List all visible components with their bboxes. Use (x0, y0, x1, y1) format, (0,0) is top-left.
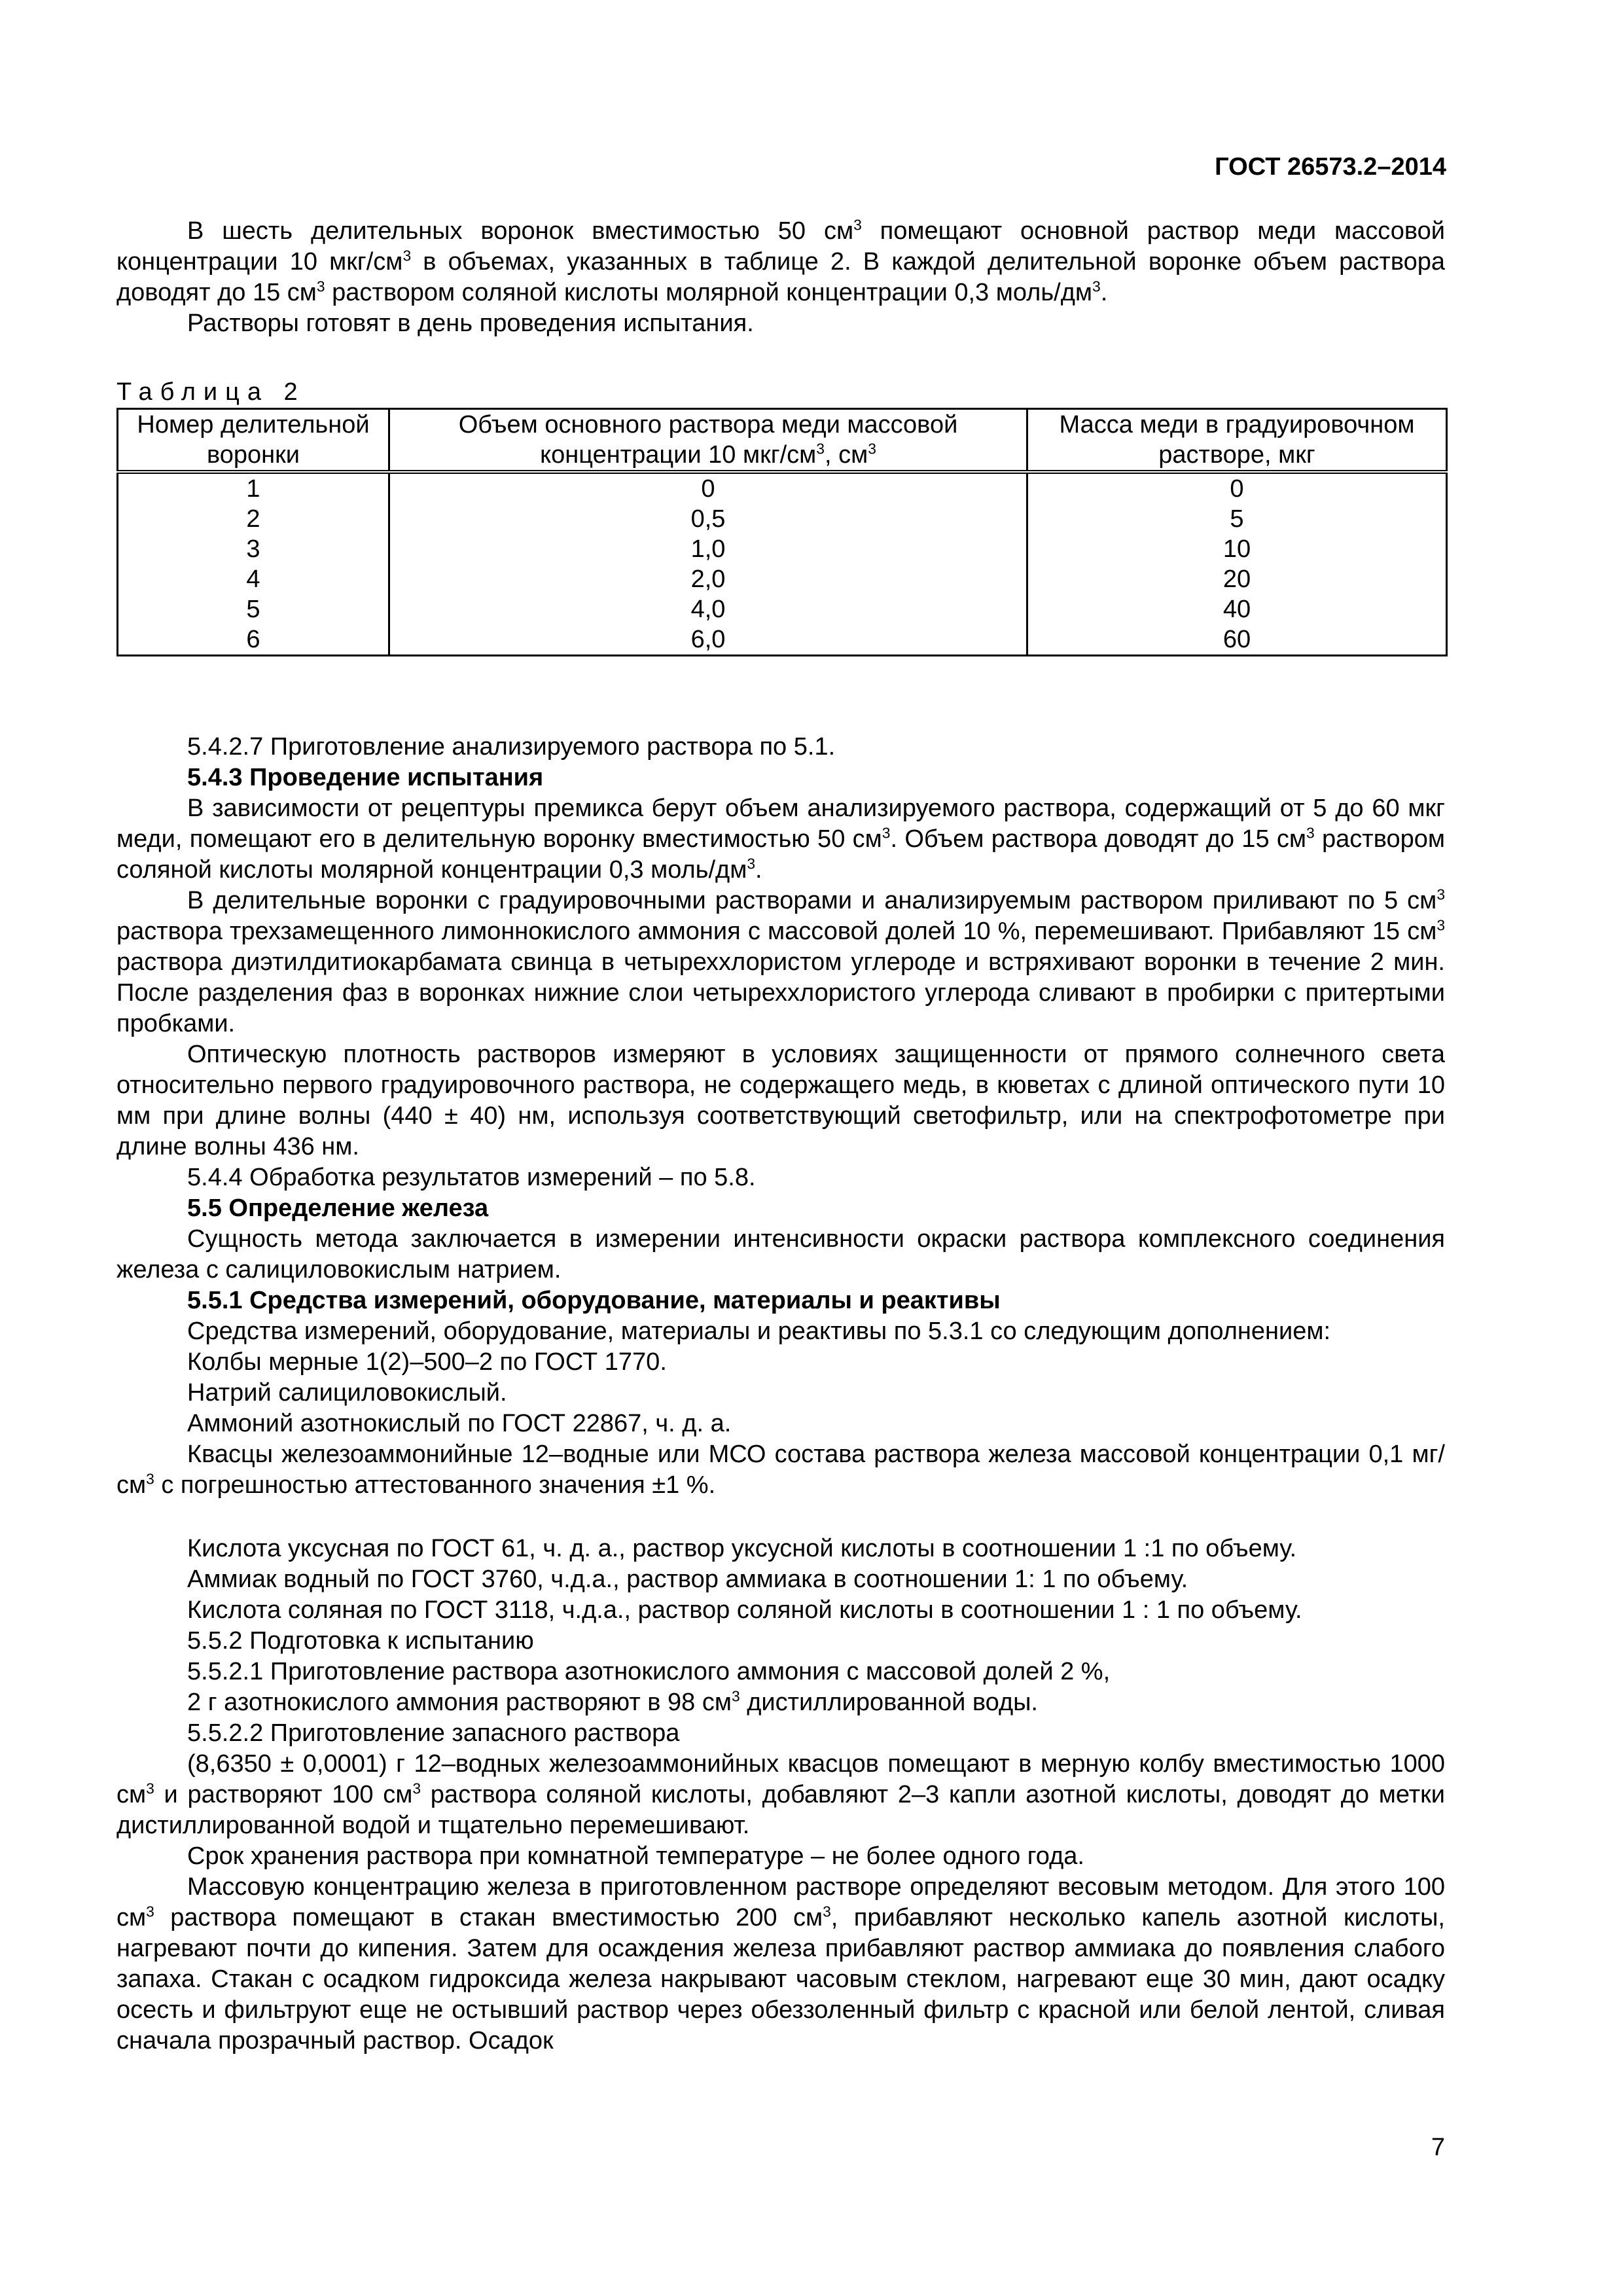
clause-5-4-4: 5.4.4 Обработка результатов измерений – по 5.8. (187, 1164, 756, 1191)
clause-5-5-2-2: 5.5.2.2 Приготовление запасного раствора (187, 1719, 680, 1747)
clause-5-5-2-2-p3: Массовую концентрацию железа в приготовленном растворе определяют весовым методом. Для этого 100 $см^3$ раствора помещают в стакан вместимостью 200 $см^3$, прибавляют несколько капель азотной кислоты, нагревают почти до кипения. Затем для осаждения железа прибавляют раствор аммиака до появления слабого запаха. Стакан с осадком гидроксида железа накрывают часовым стеклом, нагревают еще 30 мин, дают осадку осесть и фильтруют еще не остывший раствор через обеззоленный фильтр с красной или белой лентой, сливая сначала прозрачный раствор. Осадок (116, 1873, 1445, 2054)
intro-section (116, 216, 1445, 339)
table-row: 4 2,0 20 (118, 564, 1447, 594)
section-5-4 (116, 732, 1445, 2056)
clause-5-5-2-title: 5.5.2 Подготовка к испытанию (187, 1627, 534, 1655)
table-row: 5 4,0 40 (118, 594, 1447, 624)
clause-5-5-1-p1: Средства измерений, оборудование, материалы и реактивы по 5.3.1 со следующим дополнением: (187, 1318, 1331, 1345)
clause-5-5-1-title: 5.5.1 Средства измерений, оборудование, материалы и реактивы (187, 1287, 1001, 1314)
table-row: 2 0,5 5 (118, 504, 1447, 534)
clause-5-5-2-2-p1: (8,6350 ± 0,0001) г 12–водных железоаммонийных квасцов помещают в мерную колбу вместимостью 1000 $см^3$ и растворяют 100 $см^3$ раствора соляной кислоты, добавляют 2–3 капли азотной кислоты, доводят до метки дистиллированной водой и тщательно перемешивают. (116, 1750, 1446, 1839)
clause-5-5-1-p6: Кислота уксусная по ГОСТ 61, ч. д. а., раствор уксусной кислоты в соотношении 1 :1 по объему. (187, 1535, 1297, 1562)
table-row: 6 6,0 60 (118, 624, 1447, 656)
table2-block (116, 377, 1445, 656)
clause-5-5-p: Сущность метода заключается в измерении интенсивности окраски раствора комплексного соединения железа с салициловокислым натрием. (116, 1225, 1445, 1283)
intro-paragraph: В шесть делительных воронок вместимостью 50 $см^3$ помещают основной раствор меди массовой концентрации 10 мкг/$см^3$ в объемах, указанных в таблице 2. В каждой делительной воронке объем раствора доводят до 15 $см^3$ раствором соляной кислоты молярной концентрации 0,3 моль/$дм^3$. (116, 216, 1445, 306)
clause-5-5-2-1-text: 2 г азотнокислого аммония растворяют в 98 $см^3$ дистиллированной воды. (187, 1687, 1038, 1716)
clause-5-4-3-title: 5.4.3 Проведение испытания (187, 764, 544, 791)
clause-5-4-3-p1: В зависимости от рецептуры премикса берут объем анализируемого раствора, содержащий от 5 до 60 мкг меди, помещают его в делительную воронку вместимостью 50 $см^3$. Объем раствора доводят до 15 $см^3$ раствором соляной кислоты молярной концентрации 0,3 моль/$дм^3$. (116, 795, 1445, 884)
clause-5-5-title: 5.5 Определение железа (187, 1194, 489, 1222)
intro-paragraph-2: Растворы готовят в день проведения испытания. (187, 310, 754, 337)
table-header-col2: Объем основного раствора меди массовой концентрации 10 мкг/$см^3$, $см^3$ (389, 409, 1027, 473)
clause-5-5-1-p7: Аммиак водный по ГОСТ 3760, ч.д.а., раствор аммиака в соотношении 1: 1 по объему. (187, 1566, 1188, 1593)
clause-5-5-1-p3: Натрий салициловокислый. (187, 1379, 507, 1407)
table-header-col3: Масса меди в градуировочном растворе, мкг (1027, 409, 1447, 473)
page-number: 7 (1431, 2134, 1445, 2161)
clause-5-5-2-2-p2: Срок хранения раствора при комнатной температуре – не более одного года. (187, 1842, 1084, 1870)
clause-5-5-1-p8: Кислота соляная по ГОСТ 3118, ч.д.а., раствор соляной кислоты в соотношении 1 : 1 по объему. (187, 1596, 1302, 1624)
table-caption: Таблица 2 (116, 378, 306, 406)
clause-5-5-2-1: 5.5.2.1 Приготовление раствора азотнокислого аммония с массовой долей 2 %, (187, 1658, 1111, 1685)
clause-5-4-3-p3: Оптическую плотность растворов измеряют в условиях защищенности от прямого солнечного света относительно первого градуировочного раствора, не содержащего медь, в кюветах с длиной оптического пути 10 мм при длине волны (440 ± 40) нм, используя соответствующий светофильтр, или на спектрофотометре при длине волны 436 нм. (116, 1041, 1445, 1160)
clause-5-5-1-p5: Квасцы железоаммонийные 12–водные или МСО состава раствора железа массовой концентрации 0,1 $мг/см^3$ с погрешностью аттестованного значения ±1 %. (116, 1441, 1445, 1499)
clause-5-4-2-7: 5.4.2.7 Приготовление анализируемого раствора по 5.1. (187, 733, 836, 761)
clause-5-5-1-p4: Аммоний азотнокислый по ГОСТ 22867, ч. д. а. (187, 1410, 732, 1437)
table-row: 1 0 0 (118, 472, 1447, 504)
doc-header-code: ГОСТ 26573.2–2014 (1215, 153, 1446, 181)
clause-5-5-1-p2: Колбы мерные 1(2)–500–2 по ГОСТ 1770. (187, 1348, 667, 1376)
table-row: 3 1,0 10 (118, 534, 1447, 564)
table-2 (116, 408, 1448, 656)
table-header-col1: Номер делительной воронки (118, 409, 389, 473)
clause-5-4-3-p2: В делительные воронки с градуировочными растворами и анализируемым раствором приливают по 5 $см^3$ раствора трехзамещенного лимоннокислого аммония с массовой долей 10 %, перемешивают. Прибавляют 15 $см^3$ раствора диэтилдитиокарбамата свинца в четыреххлористом углероде и встряхивают воронки в течение 2 мин. После разделения фаз в воронках нижние слои четыреххлористого углерода сливают в пробирки с притертыми пробками. (116, 886, 1445, 1037)
